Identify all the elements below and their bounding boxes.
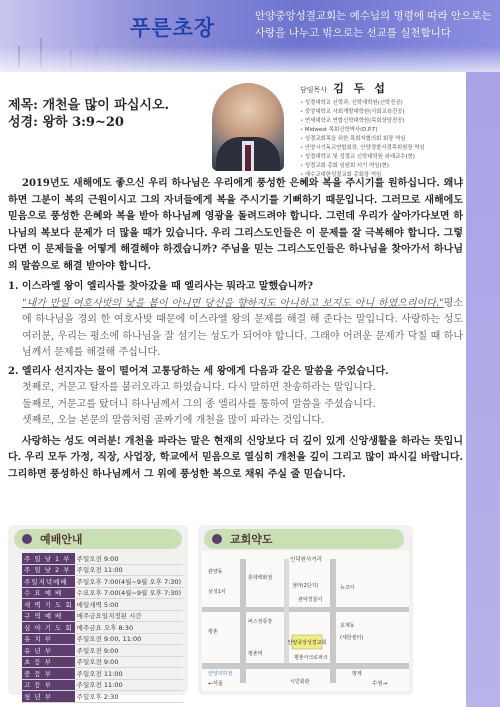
map-label-top: 인덕원사거리: [290, 557, 322, 563]
worship-service-time: 주일오전 9:00, 11:00: [75, 633, 183, 645]
credential-item: • 연세대학교 연합신학대학원(목회상담전공): [300, 117, 465, 126]
map-label-suwon: 수원→: [372, 681, 388, 687]
header-banner: [0, 0, 500, 72]
worship-row: [22, 599, 183, 611]
worship-service-name: 중 등 부: [22, 668, 75, 680]
credential-item: • 성결대학교 신학과, 신학대학원(신학전공): [300, 99, 465, 108]
map-label-left-top: 관양동: [208, 569, 223, 575]
worship-service-name: 주 일 낮 1 부: [22, 553, 75, 564]
map-title: 교회약도: [230, 533, 273, 546]
credential-item: • 성결교회목을 위한 목회자협의회 회장 역임: [300, 135, 465, 144]
map-label-apt: 뉴코아: [340, 585, 355, 591]
worship-service-time: 주일오전 9:00: [75, 645, 183, 657]
map-label-bus: 버스정류장: [248, 619, 273, 625]
sermon-header: [8, 97, 169, 131]
worship-service-time: 매일새벽 5:00: [75, 599, 183, 611]
map-label-hogye: 호계동: [340, 623, 355, 629]
worship-service-time: 수요오후 7:00(4월~9월 오후 7:30): [75, 587, 183, 599]
pastor-credentials: [300, 99, 465, 180]
map-label-seoul: ←서울: [208, 681, 224, 687]
map-label-gisa: (세한센터): [340, 635, 364, 641]
worship-row: [22, 668, 183, 680]
worship-service-time: 주일오전 11:00: [75, 564, 183, 576]
point-2-heading: 2. 엘리사 선지자는 물이 떨어져 고통당하는 세 왕에게 다음과 같은 말씀을 주었습니다.: [8, 365, 389, 377]
worship-row: [22, 553, 183, 564]
worship-row: [22, 679, 183, 691]
map-background: [202, 551, 409, 691]
road-vertical-center: [284, 559, 289, 663]
pastor-info: [300, 80, 465, 180]
worship-service-name: 심 야 기 도 회: [22, 622, 75, 634]
point-1-heading: 1. 이스라엘 왕이 엘리사를 찾아갔을 때 엘리사는 뭐라고 말했습니까?: [8, 281, 313, 292]
worship-service-time: 주일오전 11:00: [75, 668, 183, 680]
credential-item: • 성결대학교 및 성결교 신학대학원 외래교수(현): [300, 153, 465, 162]
point-1-text: [8, 296, 463, 362]
worship-schedule-panel: [8, 525, 188, 701]
pastor-photo: [212, 83, 284, 171]
map-label-saemaeul: 샘마(2단지): [292, 583, 319, 589]
worship-service-time: 주일오전 9:00: [75, 656, 183, 668]
point-2-item-2: 둘째로, 거문고를 탔더니 하나님께서 그의 종 엘리사를 통하여 말씀을 주셨습니다.: [22, 398, 376, 410]
bullet-icon: [22, 534, 32, 544]
sermon-scripture: 성경: 왕하 3:9~20: [8, 115, 124, 130]
road-horizontal-bottom: [202, 663, 409, 669]
road-horizontal-mid: [202, 607, 409, 612]
brand-title: 푸른초장: [130, 16, 216, 40]
worship-service-name: 새 벽 기 도 회: [22, 599, 75, 611]
slogan-line-2: 사랑을 나누고 밖으로는 선교를 실천합니다: [255, 27, 451, 39]
worship-table: [22, 553, 183, 703]
worship-row: [22, 564, 183, 576]
credential-item: • 중앙대학교 사회개발대학원(사회교육전공): [300, 108, 465, 117]
worship-service-time: 주일오후 2:30: [75, 691, 183, 703]
worship-row: [22, 645, 183, 657]
map-label-plaza: 평촌역: [248, 651, 263, 657]
photo-tie: [245, 145, 251, 171]
sermon-title: 제목: 개천을 많이 파십시오.: [8, 98, 170, 113]
credential-item: • 예수교대한성결교회 총회장 역임: [300, 171, 465, 180]
credential-item: • 안양시기독교연합회장, 안양경찰서경목위원장 역임: [300, 144, 465, 153]
worship-service-name: 주 일 낮 2 부: [22, 564, 75, 576]
worship-title: 예배안내: [40, 533, 83, 546]
worship-service-time: 주일오후 7:00(4월~9월 오후 7:30): [75, 576, 183, 588]
worship-row: [22, 633, 183, 645]
church-map-panel: [198, 525, 413, 695]
worship-service-name: 구 역 예 배: [22, 610, 75, 622]
pastor-role: 담임목사: [300, 86, 328, 94]
pastor-name-line: [300, 80, 465, 96]
credential-item: • 성결교회 총회 임원회 서기 역임(현): [300, 162, 465, 171]
slogan-line-1: 안양중앙성결교회는 예수님의 명령에 따라 안으로는: [255, 10, 492, 22]
map-label-siyeok: 시민회관: [290, 679, 310, 685]
bullet-icon: [212, 534, 222, 544]
worship-row: [22, 587, 183, 599]
map-label-samsung: 삼성1차: [208, 589, 226, 595]
sermon-body: [8, 176, 463, 483]
map-graphic: [202, 551, 409, 691]
worship-service-name: 유 년 부: [22, 645, 75, 657]
worship-row: [22, 576, 183, 588]
map-header: [204, 529, 404, 549]
church-slogan: [255, 8, 492, 42]
worship-service-name: 청 년 부: [22, 691, 75, 703]
map-label-church: 안양중앙성결교회: [287, 640, 327, 646]
worship-row: [22, 691, 183, 703]
worship-header: [14, 529, 182, 549]
worship-service-name: 수 요 예 배: [22, 587, 75, 599]
worship-service-name: 유 치 부: [22, 633, 75, 645]
point-1-explanation: 평소에 하나님을 경외 한 여호사밧 때문에 이스라엘 왕의 문제를 해결 해 준다는 말입니다. 사랑하는 성도 여러분, 우리는 평소에 하나님을 잘 섬기는 성도가 되어야 합니다. 그래야 어려운 문제가 닥칠 때 하나님께서 문제를 해결해 주십니다.: [22, 297, 463, 358]
point-2-item-1: 첫째로, 거문고 탈자를 불러오라고 하였습니다. 다시 말하면 찬송하라는 말입니다.: [22, 382, 376, 393]
map-label-lotte: 롯데백화점: [248, 575, 273, 581]
worship-row: [22, 610, 183, 622]
worship-rows: [22, 553, 183, 702]
worship-service-time: 주일오전 9:00: [75, 553, 183, 564]
worship-row: [22, 622, 183, 634]
map-label-park: 평촌아크로파크: [294, 655, 328, 661]
point-2-item-3: 셋째로, 오늘 본문의 말씀처럼 골짜기에 개천을 많이 파라는 것입니다.: [22, 415, 325, 426]
scripture-quote: "내가 만일 여호사밧의 낯을 봄이 아니면 당신을 향하지도 아니하고 보지도 아니 하였으리이다.": [22, 297, 444, 309]
worship-service-time: 주일오전 11:00: [75, 679, 183, 691]
side-decoration: [466, 72, 500, 707]
map-label-pyeongchon: 평촌: [208, 629, 218, 635]
worship-service-name: 초 등 부: [22, 656, 75, 668]
pastor-name: 김 두 섭: [333, 82, 388, 95]
credential-item: • Midwest 목회신학박사(D.P.T): [300, 126, 465, 135]
intro-paragraph: 2019년도 새해에도 좋으신 우리 하나님은 우리에게 풍성한 은혜와 복을 주시기를 원하십니다. 왜냐하면 그분이 복의 근원이시고 그의 자녀들에게 복을 주시기를 기뻐하기 때문입니다. 그러므로 새해에도 믿음으로 풍성한 은혜와 복을 받아 하나님께 영광을 돌려드려야 합니다. 그런데 우리가 살아가다보면 하나님의 복보다 문제가 더 많을 때가 있습니다. 우리 그리스도인들은 이 문제를 잘 극복해야 합니다. 그렇다면 이 문제들을 어떻게 해결해야 하겠습니까? 주님을 믿는 그리스도인들은 하나님을 찾아가서 하나님의 말씀으로 해결 받아야 합니다.: [8, 178, 463, 272]
worship-service-time: 매주금요 오후 8:30: [75, 622, 183, 634]
closing-paragraph: 사랑하는 성도 여러분! 개천을 파라는 말은 현재의 신앙보다 더 깊이 있게 신앙생활을 하라는 뜻입니다. 우리 모두 가정, 직장, 사업장, 학교에서 믿음으로 열심히 개천을 깊이 그리고 많이 파시길 바랍니다. 그리하면 풍성하신 하나님께서 그 위에 풍성한 복으로 채워 주실 줄 믿습니다.: [8, 435, 463, 480]
worship-row: [22, 656, 183, 668]
worship-service-time: 매주금요일지정된 시간: [75, 610, 183, 622]
map-label-beomgye: 범계: [352, 671, 362, 677]
snow-decoration: [0, 46, 500, 72]
map-label-police: 관악경찰서: [298, 597, 323, 603]
worship-service-name: 고 등 부: [22, 679, 75, 691]
worship-service-name: 주일저녁예배: [22, 576, 75, 588]
map-label-sub: 안양지하철: [208, 671, 233, 677]
